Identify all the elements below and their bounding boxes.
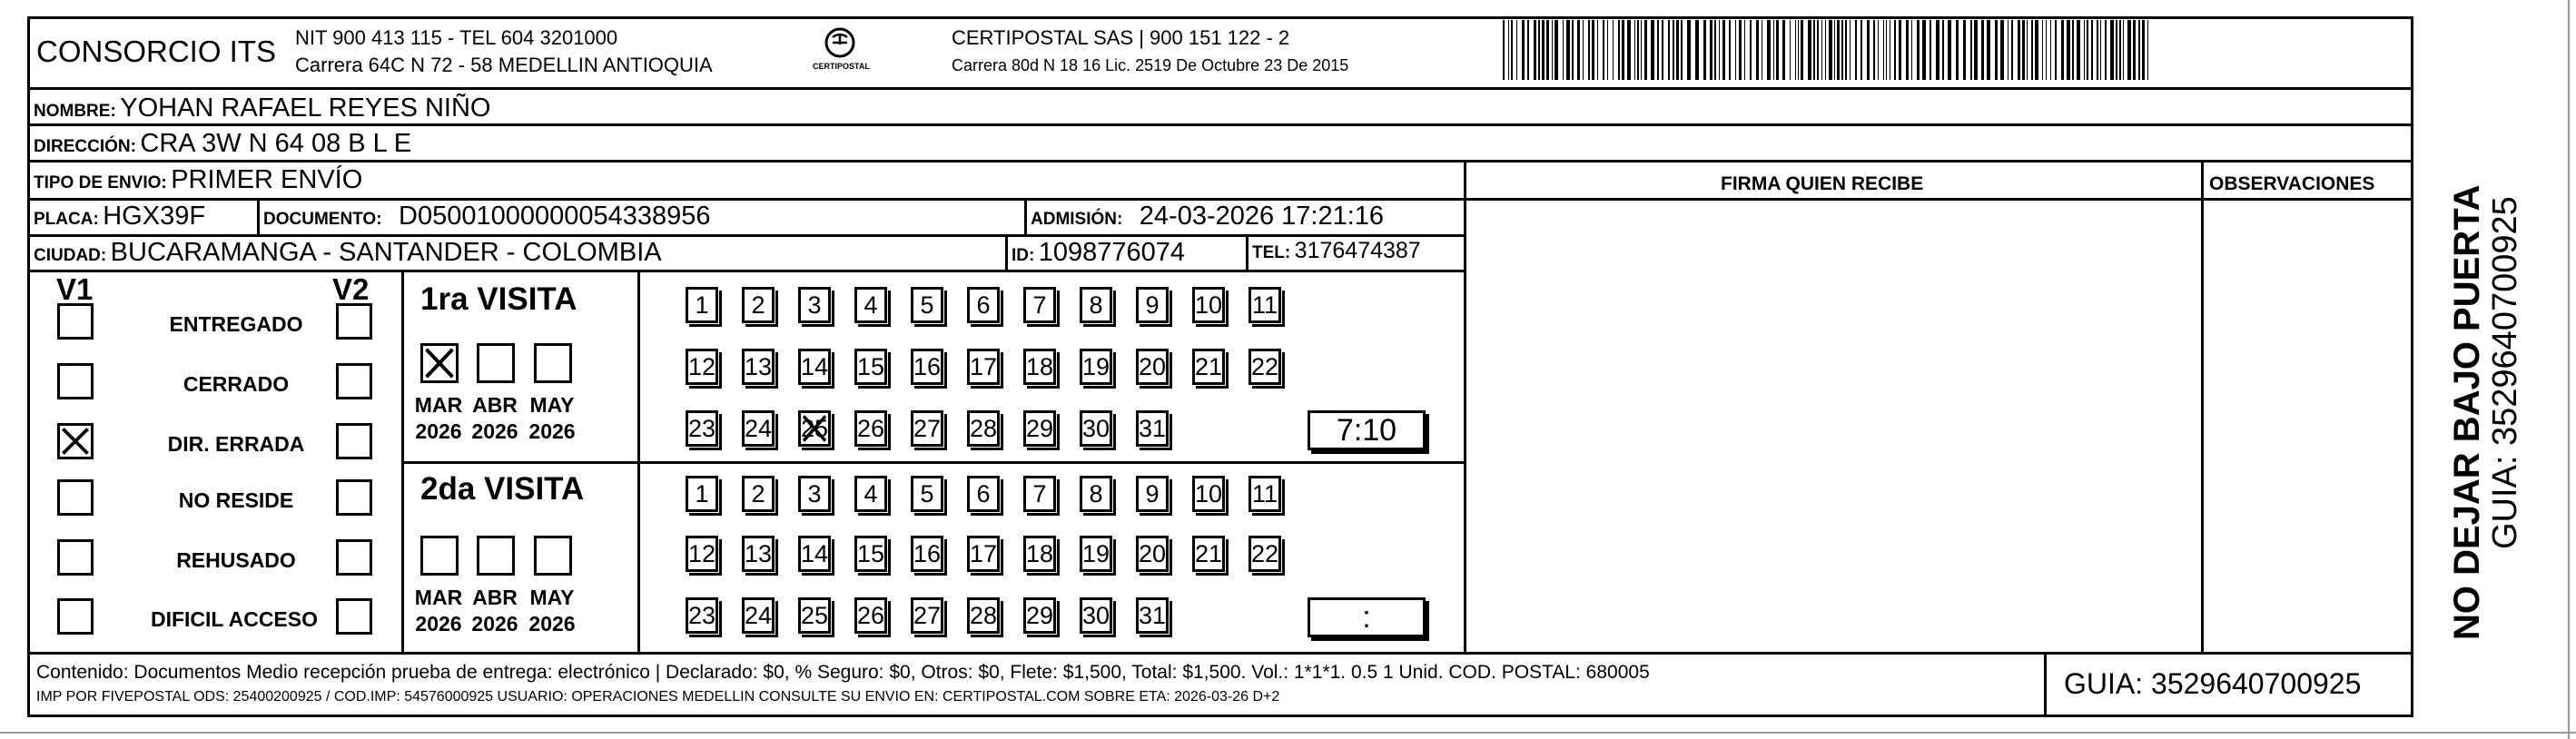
second-visit-day-3[interactable] — [798, 476, 831, 512]
second-visit-day-21[interactable] — [1192, 536, 1225, 572]
day-number: 12 — [688, 353, 716, 380]
day-number: 21 — [1195, 540, 1223, 567]
day-number: 27 — [913, 602, 942, 629]
second-visit-day-22[interactable] — [1249, 536, 1281, 572]
day-number: 2 — [751, 480, 765, 507]
v2-checkbox-3[interactable] — [336, 423, 372, 459]
day-number: 28 — [970, 602, 998, 629]
documento-label: DOCUMENTO: — [263, 210, 382, 229]
day-number: 9 — [1145, 480, 1160, 507]
first-visit-day-4[interactable] — [854, 287, 887, 323]
second-visit-day-18[interactable] — [1023, 536, 1056, 572]
v2-checkbox-6[interactable] — [336, 598, 372, 635]
first-visit-day-26[interactable] — [854, 410, 887, 447]
first-visit-day-19[interactable] — [1080, 349, 1112, 385]
day-number: 9 — [1145, 291, 1160, 319]
month-year: 2026 — [528, 611, 576, 636]
second-visit-title: 2da VISITA — [420, 471, 585, 507]
day-number: 31 — [1139, 415, 1167, 442]
nombre-label: NOMBRE: — [34, 102, 116, 121]
day-number: 24 — [745, 415, 773, 442]
day-number: 30 — [1082, 415, 1110, 442]
first-visit-day-20[interactable] — [1136, 349, 1169, 385]
month-year: 2026 — [471, 419, 518, 443]
v1-checkbox-1[interactable] — [57, 303, 94, 340]
first-visit-day-10[interactable] — [1192, 287, 1225, 323]
day-number: 5 — [920, 480, 934, 507]
first-visit-day-15[interactable] — [854, 349, 887, 385]
first-visit-day-21[interactable] — [1192, 349, 1225, 385]
certipostal-logo — [813, 23, 870, 79]
cross-mark — [801, 413, 828, 444]
day-number: 25 — [801, 602, 829, 629]
first-visit-day-5[interactable] — [911, 287, 943, 323]
second-visit-day-25[interactable] — [798, 597, 831, 634]
second-visit-day-1[interactable] — [686, 476, 718, 512]
first-visit-day-9[interactable] — [1136, 287, 1169, 323]
day-number: 12 — [688, 540, 716, 567]
time-value: : — [1362, 600, 1371, 635]
first-visit-title: 1ra VISITA — [420, 281, 577, 317]
first-visit-day-6[interactable] — [967, 287, 1000, 323]
second-visit-day-20[interactable] — [1136, 536, 1169, 572]
second-visit-day-29[interactable] — [1023, 597, 1056, 634]
status-label: REHUSADO — [176, 548, 296, 572]
admision-label: ADMISIÓN: — [1031, 210, 1123, 229]
day-number: 11 — [1251, 480, 1278, 507]
company-address: Carrera 64C N 72 - 58 MEDELLIN ANTIOQUIA — [295, 54, 713, 76]
v1-checkbox-2[interactable] — [57, 363, 94, 399]
day-number: 22 — [1251, 353, 1279, 380]
second-visit-month-label — [525, 585, 579, 637]
v2-checkbox-4[interactable] — [336, 479, 372, 516]
month-name: MAR — [414, 586, 463, 609]
day-number: 20 — [1139, 353, 1167, 380]
v1-checkbox-6[interactable] — [57, 598, 94, 635]
first-visit-day-29[interactable] — [1023, 410, 1056, 447]
day-number: 5 — [920, 291, 934, 319]
day-number: 10 — [1195, 291, 1223, 319]
tel-label: TEL: — [1252, 243, 1291, 262]
certipostal-line1: CERTIPOSTAL SAS | 900 151 122 - 2 — [952, 26, 1290, 49]
second-visit-day-11[interactable] — [1249, 476, 1281, 512]
second-visit-day-19[interactable] — [1080, 536, 1112, 572]
second-visit-time-field[interactable] — [1308, 597, 1426, 637]
day-number: 8 — [1089, 480, 1103, 507]
first-visit-day-2[interactable] — [742, 287, 775, 323]
second-visit-month-checkbox-mar[interactable] — [420, 536, 459, 576]
day-number: 23 — [688, 415, 716, 442]
divider — [1024, 198, 1027, 234]
day-number: 20 — [1139, 540, 1167, 567]
day-number: 8 — [1089, 291, 1103, 319]
second-visit-month-checkbox-may[interactable] — [534, 536, 572, 576]
second-visit-day-5[interactable] — [911, 476, 943, 512]
id-label: ID: — [1012, 246, 1035, 265]
divider — [27, 160, 2413, 163]
first-visit-day-31[interactable] — [1136, 410, 1169, 447]
second-visit-day-23[interactable] — [686, 597, 718, 634]
day-number: 10 — [1195, 480, 1223, 507]
month-year: 2026 — [471, 611, 518, 636]
day-number: 18 — [1026, 540, 1054, 567]
divider — [257, 198, 260, 234]
divider — [27, 270, 1466, 272]
day-number: 27 — [913, 415, 942, 442]
divider — [1005, 234, 1008, 271]
day-number: 14 — [801, 540, 829, 567]
status-label: ENTREGADO — [169, 312, 303, 336]
divider — [1246, 234, 1249, 271]
divider — [27, 652, 2413, 655]
v1-checkbox-4[interactable] — [57, 479, 94, 516]
v1-checkbox-3[interactable] — [57, 423, 94, 459]
admision-value: 24-03-2026 17:21:16 — [1139, 202, 1385, 231]
day-number: 3 — [807, 480, 822, 507]
second-visit-day-17[interactable] — [967, 536, 1000, 572]
first-visit-day-17[interactable] — [967, 349, 1000, 385]
day-number: 18 — [1026, 353, 1054, 380]
day-number: 11 — [1251, 291, 1278, 319]
first-visit-day-22[interactable] — [1249, 349, 1281, 385]
direccion-label: DIRECCIÓN: — [34, 137, 136, 156]
month-name: MAY — [529, 586, 575, 609]
second-visit-day-2[interactable] — [742, 476, 775, 512]
id-value: 1098776074 — [1038, 238, 1186, 267]
month-name: ABR — [472, 393, 518, 417]
second-visit-month-checkbox-abr[interactable] — [477, 536, 515, 576]
day-number: 25 — [801, 415, 829, 442]
first-visit-day-18[interactable] — [1023, 349, 1056, 385]
first-visit-month-label — [525, 392, 579, 445]
second-visit-day-27[interactable] — [911, 597, 943, 634]
day-number: 22 — [1251, 540, 1279, 567]
ciudad-label: CIUDAD: — [34, 246, 107, 265]
status-label: CERRADO — [183, 372, 290, 396]
first-visit-day-13[interactable] — [742, 349, 775, 385]
documento-value: D05001000000054338956 — [399, 202, 711, 231]
day-number: 16 — [913, 540, 942, 567]
edge-mark — [2568, 0, 2570, 739]
status-label: NO RESIDE — [178, 488, 294, 512]
status-label: DIR. ERRADA — [167, 432, 305, 456]
day-number: 16 — [913, 353, 942, 380]
second-visit-day-7[interactable] — [1023, 476, 1056, 512]
company-name: CONSORCIO ITS — [36, 34, 277, 68]
certipostal-line2: Carrera 80d N 18 16 Lic. 2519 De Octubre 23 De 2015 — [952, 56, 1349, 74]
day-number: 31 — [1139, 602, 1167, 629]
day-number: 29 — [1026, 602, 1054, 629]
firma-area[interactable] — [1466, 201, 2201, 652]
day-number: 2 — [751, 291, 765, 319]
direccion-value: CRA 3W N 64 08 B L E — [140, 129, 412, 158]
ciudad-value: BUCARAMANGA - SANTANDER - COLOMBIA — [110, 238, 662, 267]
second-visit-day-6[interactable] — [967, 476, 1000, 512]
first-visit-month-checkbox-may[interactable] — [534, 343, 572, 383]
divider — [401, 461, 1466, 464]
day-number: 24 — [745, 602, 773, 629]
v2-checkbox-2[interactable] — [336, 363, 372, 399]
status-label: DIFICIL ACCESO — [150, 607, 318, 631]
second-visit-month-label — [411, 585, 466, 637]
day-number: 1 — [695, 291, 709, 319]
day-number: 1 — [695, 480, 709, 507]
first-visit-day-3[interactable] — [798, 287, 831, 323]
day-number: 6 — [976, 291, 991, 319]
first-visit-time-field[interactable] — [1308, 410, 1426, 450]
second-visit-day-14[interactable] — [798, 536, 831, 572]
first-visit-day-11[interactable] — [1249, 287, 1281, 323]
edge-mark — [0, 732, 2576, 734]
first-visit-month-label — [411, 392, 466, 445]
second-visit-day-15[interactable] — [854, 536, 887, 572]
tipo-envio-label: TIPO DE ENVIO: — [34, 173, 167, 192]
second-visit-day-13[interactable] — [742, 536, 775, 572]
divider — [27, 198, 1466, 201]
v2-checkbox-1[interactable] — [336, 303, 372, 340]
side-guia: GUIA: 3529640700925 — [2486, 196, 2524, 549]
first-visit-day-30[interactable] — [1080, 410, 1112, 447]
day-number: 19 — [1082, 353, 1110, 380]
day-number: 14 — [801, 353, 829, 380]
nombre-value: YOHAN RAFAEL REYES NIÑO — [120, 94, 491, 123]
first-visit-day-24[interactable] — [742, 410, 775, 447]
day-number: 21 — [1195, 353, 1223, 380]
observaciones-area[interactable] — [2204, 201, 2411, 652]
first-visit-day-8[interactable] — [1080, 287, 1112, 323]
tel-value: 3176474387 — [1294, 238, 1421, 263]
second-visit-day-28[interactable] — [967, 597, 1000, 634]
second-visit-day-30[interactable] — [1080, 597, 1112, 634]
divider — [27, 234, 1466, 237]
first-visit-month-checkbox-abr[interactable] — [477, 343, 515, 383]
second-visit-day-26[interactable] — [854, 597, 887, 634]
day-number: 17 — [970, 540, 998, 567]
divider — [27, 123, 2413, 126]
month-year: 2026 — [528, 419, 576, 443]
v1-label: V1 — [56, 272, 94, 306]
second-visit-day-9[interactable] — [1136, 476, 1169, 512]
v2-checkbox-5[interactable] — [336, 539, 372, 576]
no-dejar-bajo-puerta: NO DEJAR BAJO PUERTA — [2447, 184, 2487, 640]
first-visit-day-16[interactable] — [911, 349, 943, 385]
divider — [2044, 652, 2047, 717]
day-number: 7 — [1032, 291, 1047, 319]
barcode-icon — [1503, 20, 2157, 80]
month-name: MAR — [414, 393, 463, 417]
first-visit-day-28[interactable] — [967, 410, 1000, 447]
day-number: 30 — [1082, 602, 1110, 629]
second-visit-day-31[interactable] — [1136, 597, 1169, 634]
first-visit-day-14[interactable] — [798, 349, 831, 385]
footer-imp: IMP POR FIVEPOSTAL ODS: 25400200925 / COD.IMP: 54576000925 USUARIO: OPERACIONES MEDELLIN CONSULTE SU ENVIO EN: CERTIPOSTAL.COM SOBRE ETA: 2026-03-26 D+2 — [36, 689, 1280, 705]
day-number: 26 — [857, 602, 885, 629]
first-visit-day-1[interactable] — [686, 287, 718, 323]
day-number: 13 — [745, 540, 773, 567]
day-number: 13 — [745, 353, 773, 380]
second-visit-day-10[interactable] — [1192, 476, 1225, 512]
month-year: 2026 — [415, 611, 462, 636]
footer-guia: GUIA: 3529640700925 — [2064, 667, 2362, 700]
second-visit-day-4[interactable] — [854, 476, 887, 512]
firma-quien-recibe-label: FIRMA QUIEN RECIBE — [1721, 173, 1924, 194]
first-visit-month-label — [468, 392, 522, 445]
placa-label: PLACA: — [34, 210, 99, 229]
second-visit-day-12[interactable] — [686, 536, 718, 572]
first-visit-day-27[interactable] — [911, 410, 943, 447]
day-number: 15 — [857, 353, 885, 380]
first-visit-day-25[interactable] — [798, 410, 831, 447]
logo-text: CERTIPOSTAL — [813, 62, 870, 71]
first-visit-day-23[interactable] — [686, 410, 718, 447]
first-visit-day-7[interactable] — [1023, 287, 1056, 323]
day-number: 4 — [864, 291, 878, 319]
company-nit: NIT 900 413 115 - TEL 604 3201000 — [295, 26, 618, 49]
day-number: 17 — [970, 353, 998, 380]
day-number: 23 — [688, 602, 716, 629]
day-number: 7 — [1032, 480, 1047, 507]
day-number: 3 — [807, 291, 822, 319]
month-name: ABR — [472, 586, 518, 609]
day-number: 4 — [864, 480, 878, 507]
month-year: 2026 — [415, 419, 462, 443]
day-number: 6 — [976, 480, 991, 507]
day-number: 26 — [857, 415, 885, 442]
tipo-envio-value: PRIMER ENVÍO — [171, 165, 363, 194]
second-visit-day-24[interactable] — [742, 597, 775, 634]
day-number: 15 — [857, 540, 885, 567]
time-value: 7:10 — [1336, 413, 1397, 448]
day-number: 28 — [970, 415, 998, 442]
second-visit-day-8[interactable] — [1080, 476, 1112, 512]
v2-label: V2 — [332, 272, 370, 306]
second-visit-day-16[interactable] — [911, 536, 943, 572]
day-number: 29 — [1026, 415, 1054, 442]
month-name: MAY — [529, 393, 575, 417]
second-visit-month-label — [468, 585, 522, 637]
footer-contenido: Contenido: Documentos Medio recepción prueba de entrega: electrónico | Declarado: $0, % Seguro: $0, Otros: $0, Flete: $1,500, Total: $1,500. Vol.: 1*1*1. 0.5 1 Unid. COD. POSTAL: 680005 — [36, 662, 1650, 683]
first-visit-day-12[interactable] — [686, 349, 718, 385]
observaciones-label: OBSERVACIONES — [2209, 173, 2375, 194]
divider — [27, 87, 2413, 90]
v1-checkbox-5[interactable] — [57, 539, 94, 576]
first-visit-month-checkbox-mar[interactable] — [420, 343, 459, 383]
placa-value: HGX39F — [103, 202, 206, 231]
day-number: 19 — [1082, 540, 1110, 567]
